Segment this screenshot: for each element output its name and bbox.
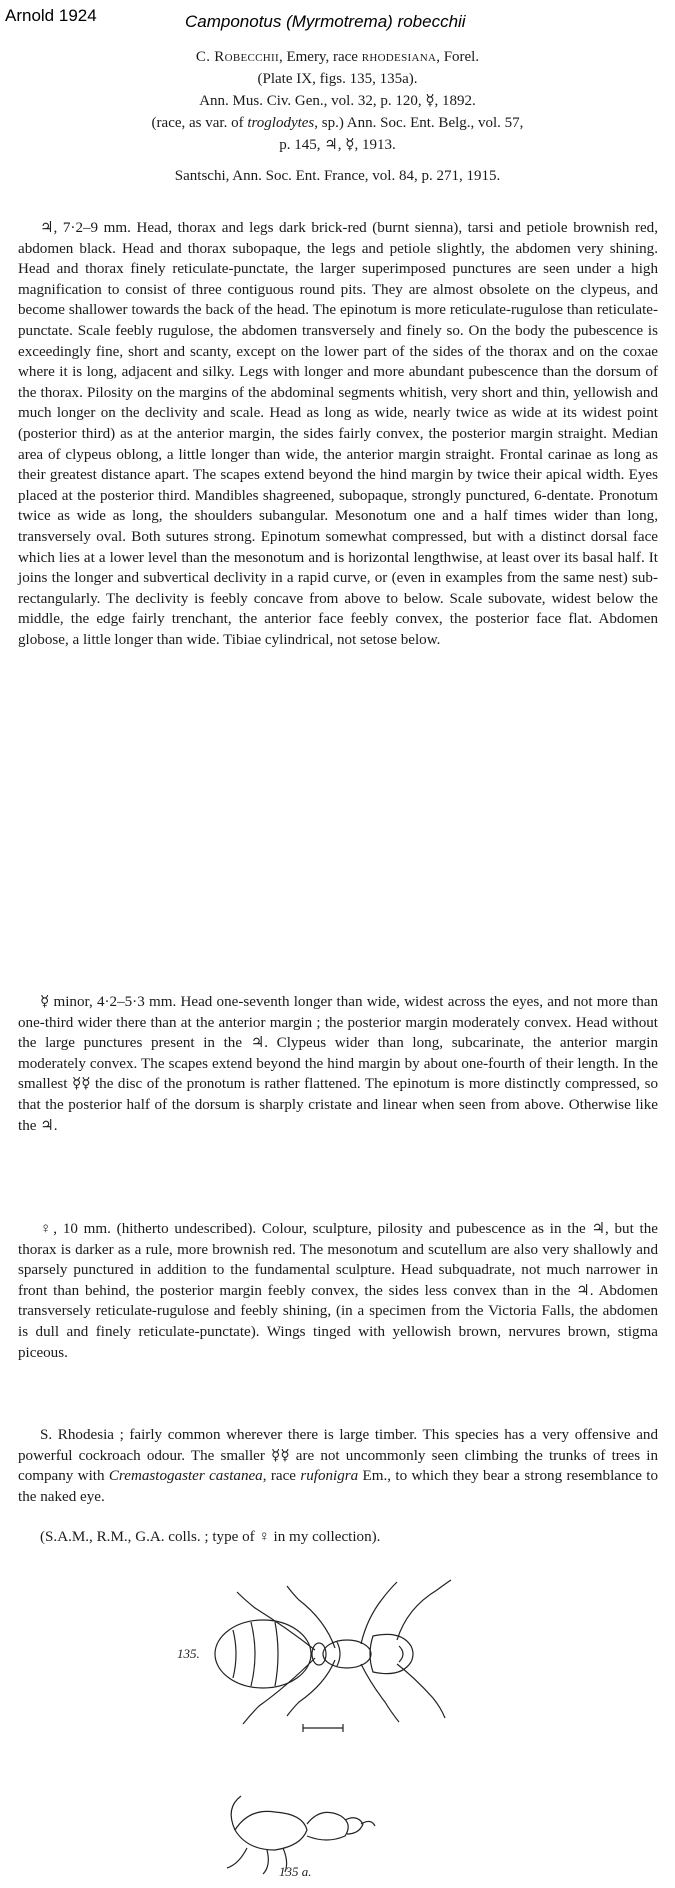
paragraph-major: ♃, 7·2–9 mm. Head, thorax and legs dark brick-red (burnt sienna), tarsi and petiole brownish red, abdomen black. Head and thorax subopaque, the legs and petiole slightly, the abdomen very shining. Head and thorax finely reticulate-punctate, the larger superimposed punctures are seen under a high magnification to consist of three contiguous round pits. They are almost obsolete on the clypeus, and become shallower towards the back of the head. The epinotum is more reticulate-rugulose than reticulate-punctate. Scale feebly rugulose, the abdomen transversely and finely so. On the body the pubescence is exceedingly fine, short and scanty, except on the lower part of the sides of the thorax and on the coxae where it is long, adjacent and silky. Legs with longer and more abundant pubescence than the dorsum of the thorax. Pilosity on the margins of the abdominal segments whitish, very short and thin, yellowish and much longer on the declivity and scale. Head as long as wide, nearly twice as wide at its widest point (posterior third) as at the anterior margin, the sides fairly convex, the posterior margin straight. Median area of clypeus oblong, a little longer than wide, the anterior margin straight. Frontal carinae as long as their greatest distance apart. The scapes extend beyond the hind margin by twice their apical width. Eyes placed at the posterior third. Mandibles shagreened, subopaque, strongly punctured, 6-dentate. Pronotum twice as wide as long, the shoulders subangular. Mesonotum one and a half times wider than long, transversely oval. Both sutures strong. Epinotum somewhat compressed, but with a distinct dorsal face which lies at a lower level than the mesonotum and is horizontal lengthwise, at least over its basal half. It joins the longer and subvertical declivity in a rapid curve, or (even in examples from the same nest) sub-rectangularly. The declivity is feebly concave from above to below. Scale subovate, widest below the middle, the edge fairly trenchant, the anterior face feebly convex, the posterior face flat. Abdomen globose, a little longer than wide. Tibiae cylindrical, not setose below.: [18, 220, 658, 648]
paragraph-female: ♀, 10 mm. (hitherto undescribed). Colour, sculpture, pilosity and pubescence as in the ♃, but the thorax is darker as a rule, more brownish red. The mesonotum and scutellum are also very shallowly and sparsely punctured in addition to the fundamental sculpture. Head subquadrate, not much narrower in front than behind, the posterior margin feebly convex, the sides less convex than in the ♃. Abdomen transversely reticulate-rugulose and feebly shining, (in a specimen from the Victoria Falls, the abdomen is dull and finely reticulate-punctate). Wings tinged with yellowish brown, nervures brown, stigma piceous.: [18, 1221, 658, 1361]
ant-figure: [175, 1568, 475, 1883]
minor-worker-description: [18, 992, 658, 1136]
citation-text: (race, as var. of: [151, 115, 248, 131]
lateral-view-drawing: [227, 1796, 375, 1874]
paragraph-distribution: [18, 1425, 658, 1507]
distribution-text-race: , race: [262, 1468, 301, 1485]
figure-label-135a: 135 a.: [279, 1864, 312, 1879]
citation-ann-mus: Ann. Mus. Civ. Gen., vol. 32, p. 120, ☿, 1892.: [199, 93, 476, 109]
paragraph-collections: (S.A.M., R.M., G.A. colls. ; type of ♀ in my collection).: [40, 1529, 381, 1545]
source-label: Arnold 1924: [5, 6, 97, 25]
collections-note: [18, 1527, 658, 1548]
female-description: [18, 1219, 658, 1363]
major-worker-description: [18, 218, 658, 650]
synonym-race: rhodesiana: [361, 49, 437, 65]
paragraph-minor: ☿ minor, 4·2–5·3 mm. Head one-seventh longer than wide, widest across the eyes, and not more than one-third wider there than at the anterior margin ; the posterior margin moderately convex. Head without the large punctures present in the ♃. Clypeus wider than long, subcarinate, the anterior margin moderately convex. The scapes extend beyond the hind margin by about one-fourth of their length. In the smallest ☿☿ the disc of the pronotum is rather flattened. The epinotum is more distinctly compressed, so that the posterior half of the dorsum is sharply cristate and linear when seen from above. Otherwise like the ♃.: [18, 994, 658, 1134]
ant-drawing: [175, 1568, 475, 1883]
synonym-author: , Emery, race: [278, 49, 362, 65]
species-title: Camponotus (Myrmotrema) robecchii: [185, 12, 466, 31]
distribution-paragraph: [18, 1425, 658, 1507]
citation-species-italic: troglodytes: [247, 115, 315, 131]
synonym-name: C. Robecchii: [195, 49, 279, 65]
synonymy-line-1: [0, 46, 675, 68]
citation-text-end: , sp.) Ann. Soc. Ent. Belg., vol. 57,: [314, 115, 524, 131]
citation-pages: p. 145, ♃, ☿, 1913.: [279, 137, 396, 153]
synonymy-block: [0, 46, 675, 187]
citation-santschi: Santschi, Ann. Soc. Ent. France, vol. 84, p. 271, 1915.: [174, 168, 501, 184]
dorsal-view-drawing: [215, 1580, 451, 1732]
distribution-text-end: Em., to which they bear a strong resemblance to the naked eye.: [18, 1468, 658, 1505]
synonym-race-author: , Forel.: [436, 49, 480, 65]
citation-ann-soc-belg: [0, 112, 675, 134]
distribution-text: S. Rhodesia ; fairly common wherever there is large timber. This species has a very offensive and powerful cockroach odour. The smaller ☿☿ are not uncommonly seen climbing the trunks of trees in company with: [18, 1427, 658, 1485]
figure-label-135: 135.: [177, 1646, 200, 1661]
distribution-species-italic: Cremastogaster castanea: [108, 1468, 263, 1485]
plate-reference: (Plate IX, figs. 135, 135a).: [257, 71, 418, 87]
distribution-race-italic: rufonigra: [300, 1468, 359, 1485]
